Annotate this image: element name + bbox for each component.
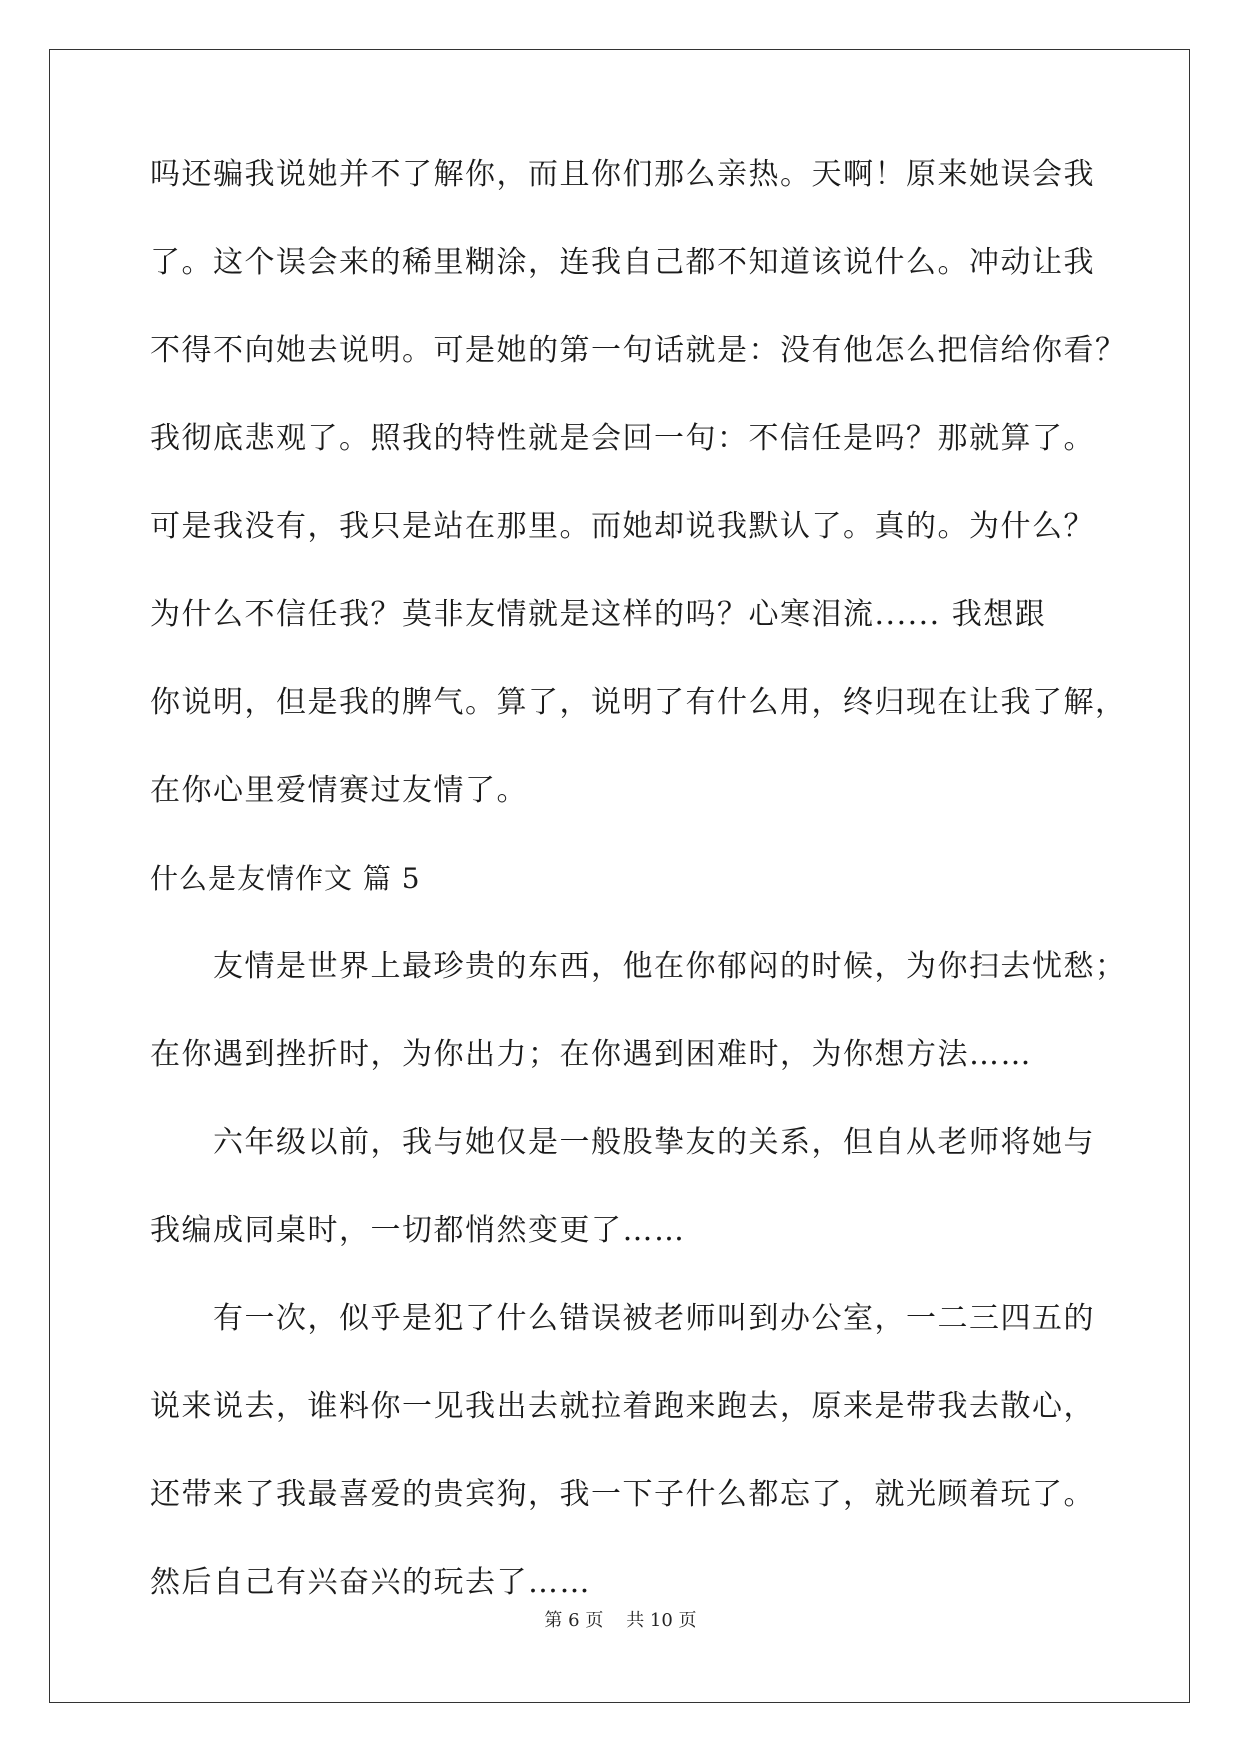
page-number: 第 6 页 共 10 页 xyxy=(544,1610,697,1631)
document-body xyxy=(150,157,1127,1656)
paragraph-first-line: 有一次，似乎是犯了什么错误被老师叫到办公室，一二三四五的 xyxy=(213,1301,1095,1336)
text-line: 我彻底悲观了。照我的特性就是会回一句：不信任是吗？那就算了。 xyxy=(150,421,1095,456)
text-line: 我编成同桌时，一切都悄然变更了…… xyxy=(150,1213,686,1248)
text-line: 吗还骗我说她并不了解你，而且你们那么亲热。天啊！原来她误会我 xyxy=(150,157,1095,192)
text-line: 可是我没有，我只是站在那里。而她却说我默认了。真的。为什么？ xyxy=(150,509,1095,544)
text-line: 还带来了我最喜爱的贵宾狗，我一下子什么都忘了，就光顾着玩了。 xyxy=(150,1477,1095,1512)
text-line: 说来说去，谁料你一见我出去就拉着跑来跑去，原来是带我去散心， xyxy=(150,1389,1095,1424)
text-line: 然后自己有兴奋兴的玩去了…… xyxy=(150,1565,591,1600)
paragraph-first-line: 友情是世界上最珍贵的东西，他在你郁闷的时候，为你扫去忧愁； xyxy=(213,949,1127,984)
text-line: 了。这个误会来的稀里糊涂，连我自己都不知道该说什么。冲动让我 xyxy=(150,245,1095,280)
section-heading: 什么是友情作文 篇 5 xyxy=(150,862,421,895)
text-line: 为什么不信任我？莫非友情就是这样的吗？心寒泪流...... 我想跟 xyxy=(150,597,1047,632)
text-line: 你说明，但是我的脾气。算了，说明了有什么用，终归现在让我了解， xyxy=(150,685,1127,720)
text-line: 不得不向她去说明。可是她的第一句话就是：没有他怎么把信给你看？ xyxy=(150,333,1127,368)
text-line: 在你遇到挫折时，为你出力；在你遇到困难时，为你想方法…… xyxy=(150,1037,1032,1072)
text-line: 在你心里爱情赛过友情了。 xyxy=(150,773,528,808)
paragraph-first-line: 六年级以前，我与她仅是一般股挚友的关系，但自从老师将她与 xyxy=(213,1125,1095,1160)
